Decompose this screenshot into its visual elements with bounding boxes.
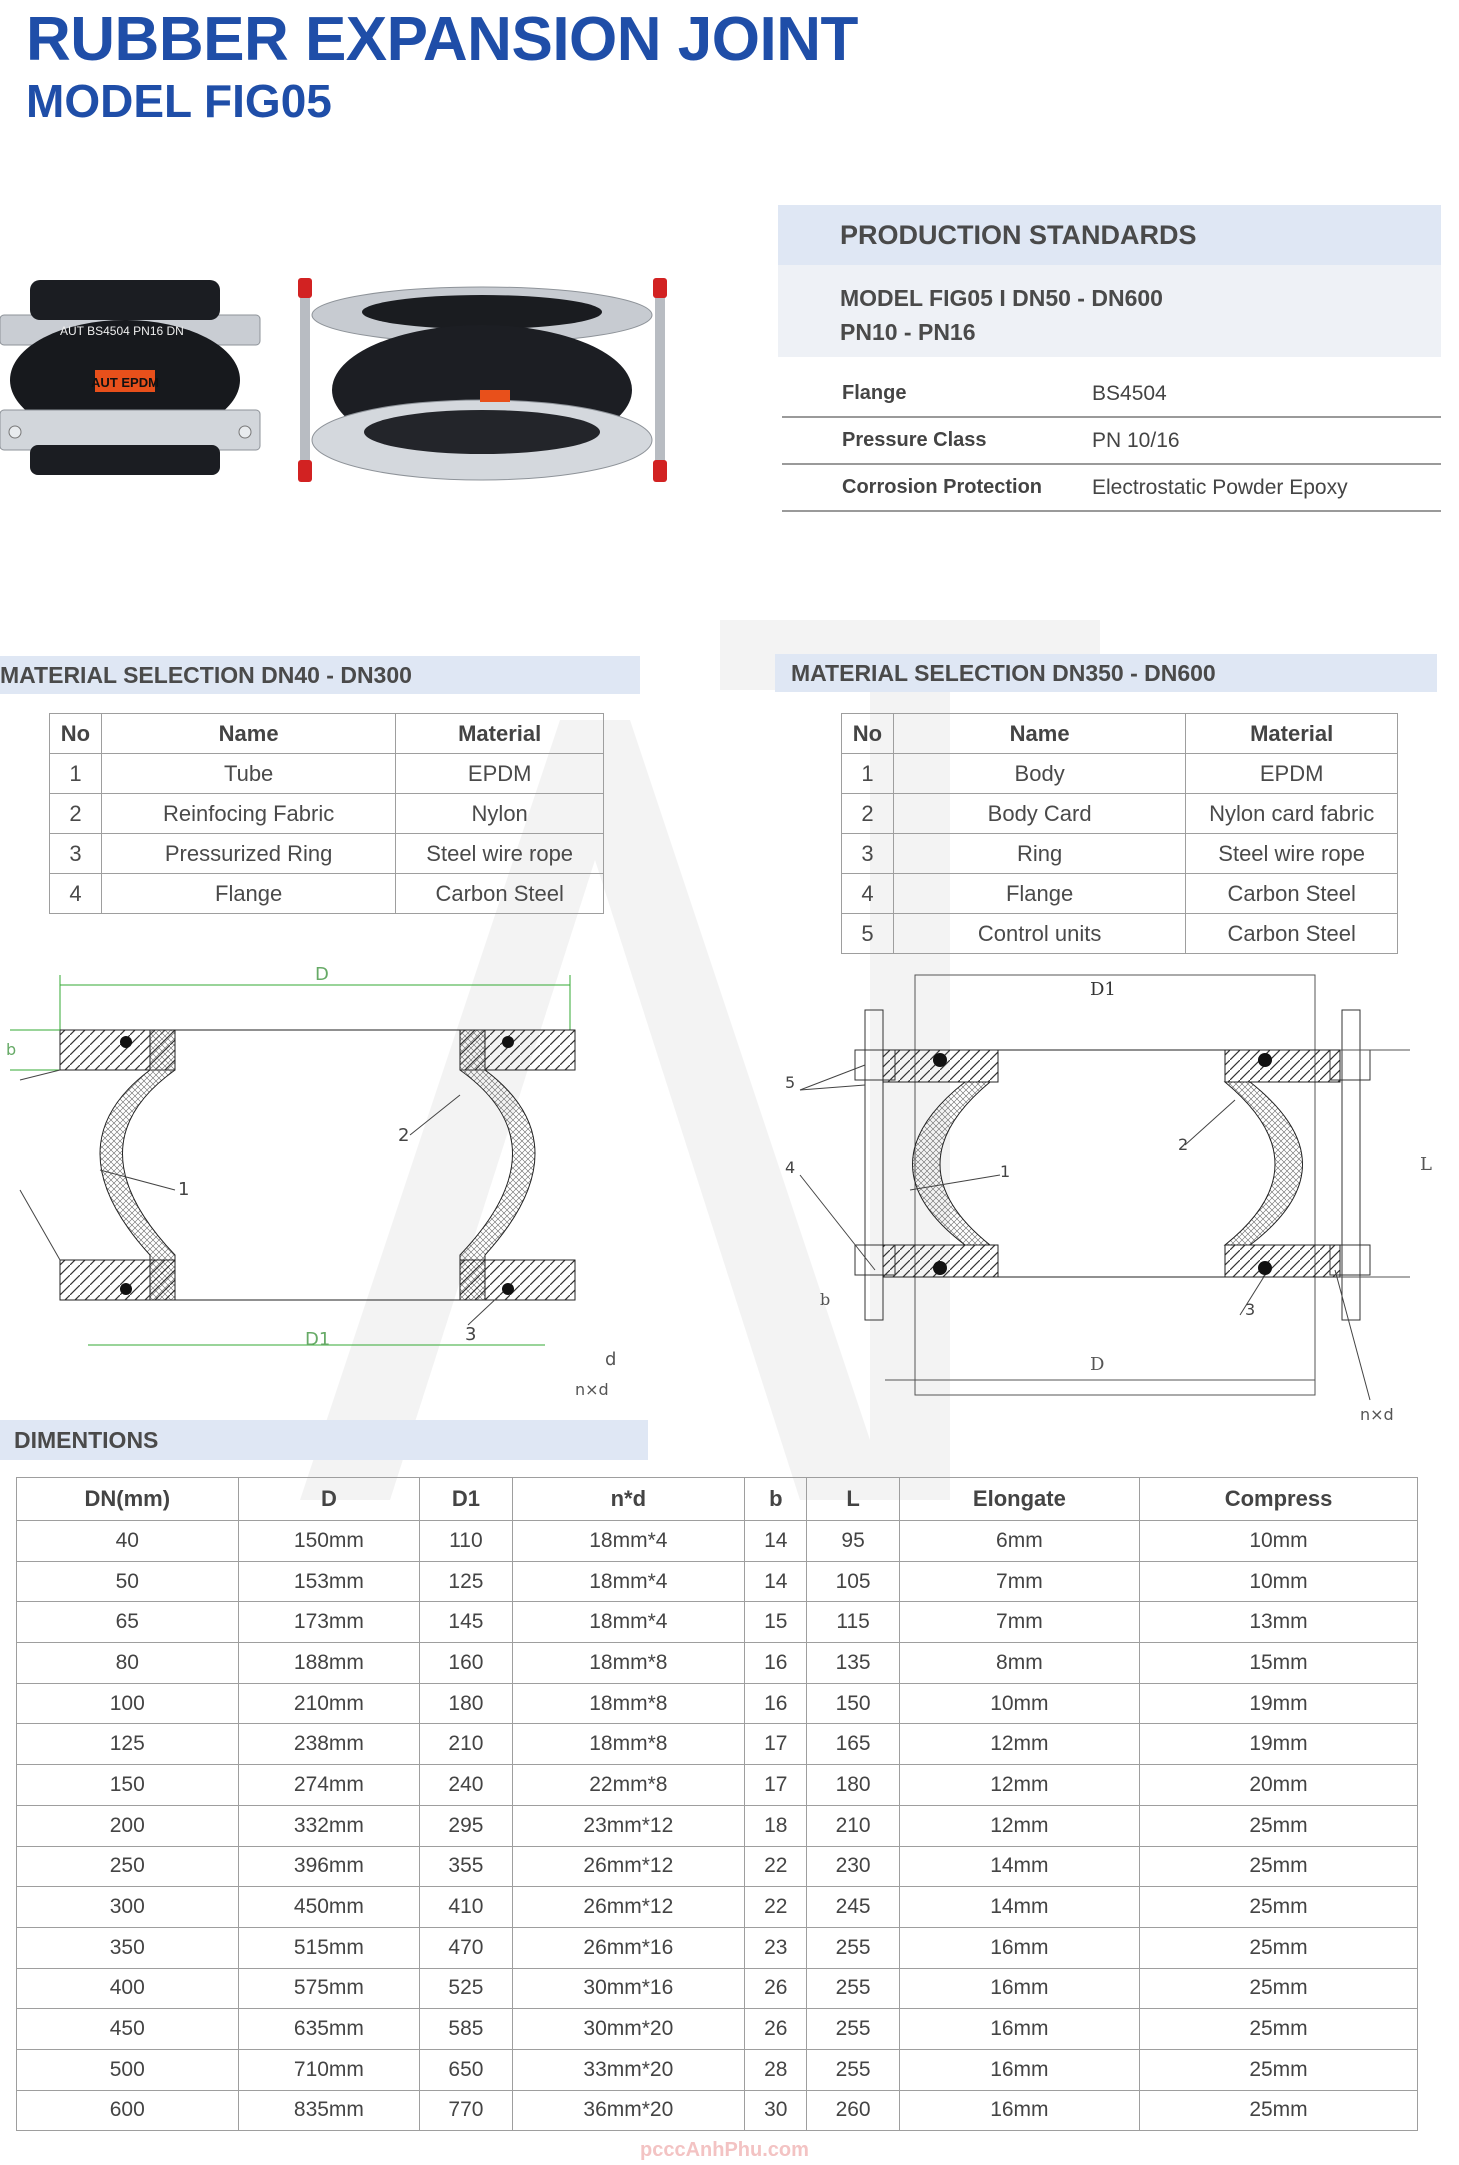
cell: 650 [420,2049,512,2090]
part-label-5: 5 [785,1073,796,1092]
cell: 18mm*4 [512,1521,745,1562]
material-small-table [49,713,604,914]
photo-epdm-tag: AUT EPDM [91,375,159,390]
cell: 450mm [238,1887,420,1928]
part-label-3: 3 [465,1324,477,1345]
cell: 6mm [899,1521,1139,1562]
col-header: L [807,1478,899,1521]
cell: 710mm [238,2049,420,2090]
material-large-heading: MATERIAL SELECTION DN350 - DN600 [775,654,1437,692]
cell: 400 [17,1968,239,2009]
table-row [17,1724,1418,1765]
cell: 25mm [1140,2049,1418,2090]
cell: 20mm [1140,1765,1418,1806]
standard-value: PN 10/16 [1092,429,1180,452]
cell: Body Card [893,794,1185,834]
cell: 17 [745,1724,807,1765]
table-row [17,1846,1418,1887]
cell: 2 [50,794,102,834]
cell: 295 [420,1805,512,1846]
col-header: No [842,714,894,754]
cell: 105 [807,1561,899,1602]
table-row [842,874,1398,914]
cell: 26mm*16 [512,1927,745,1968]
part-label-4: 4 [785,1158,796,1177]
col-header: n*d [512,1478,745,1521]
cell: 255 [807,2009,899,2050]
cell: 350 [17,1927,239,1968]
cell: 16mm [899,1927,1139,1968]
cell: 575mm [238,1968,420,2009]
cell: 23mm*12 [512,1805,745,1846]
cell: 25mm [1140,1805,1418,1846]
cell: 153mm [238,1561,420,1602]
cell: 770 [420,2090,512,2131]
cell: 1 [842,754,894,794]
cell: 115 [807,1602,899,1643]
cell: 19mm [1140,1724,1418,1765]
cell: 12mm [899,1724,1139,1765]
cell: 260 [807,2090,899,2131]
cell: 10mm [1140,1521,1418,1562]
col-header: Elongate [899,1478,1139,1521]
product-photo [0,260,700,510]
table-row [17,1927,1418,1968]
table-row [842,794,1398,834]
table-row [17,1968,1418,2009]
cell: 8mm [899,1643,1139,1684]
cell: 14 [745,1561,807,1602]
cell: 180 [420,1683,512,1724]
technical-drawing-right [780,970,1450,1430]
table-row [17,2090,1418,2131]
cell: 396mm [238,1846,420,1887]
table-row [17,1805,1418,1846]
cell: 150mm [238,1521,420,1562]
table-row [17,1521,1418,1562]
col-header: D1 [420,1478,512,1521]
cell: 4 [50,874,102,914]
cell: 255 [807,2049,899,2090]
cell: 25mm [1140,1846,1418,1887]
technical-drawing-left [0,955,640,1405]
cell: Tube [101,754,395,794]
part-label-2: 2 [1178,1135,1189,1154]
cell: 410 [420,1887,512,1928]
label-D: D [315,964,329,985]
cell: Carbon Steel [1186,874,1398,914]
cell: 25mm [1140,1968,1418,2009]
cell: 125 [17,1724,239,1765]
col-header: Name [101,714,395,754]
cell: 95 [807,1521,899,1562]
cell: 25mm [1140,2009,1418,2050]
cell: EPDM [396,754,604,794]
label-b: b [6,1040,17,1059]
table-row [50,834,604,874]
footer-site: pcccAnhPhu.com [640,2139,809,2161]
table-row [50,874,604,914]
cell: Body [893,754,1185,794]
cell: 180 [807,1765,899,1806]
cell: 600 [17,2090,239,2131]
photo-flange-text: AUT BS4504 PN16 DN [60,324,184,338]
cell: 14 [745,1521,807,1562]
table-row [842,914,1398,954]
joint-photo-left [0,280,260,475]
cell: Steel wire rope [1186,834,1398,874]
cell: Reinfocing Fabric [101,794,395,834]
cell: 150 [807,1683,899,1724]
joint-photo-right [298,278,667,482]
cell: 18mm*8 [512,1724,745,1765]
dimensions-table [16,1477,1418,2131]
cell: 19mm [1140,1683,1418,1724]
model-line: MODEL FIG05 I DN50 - DN600 [840,285,1163,311]
cell: 255 [807,1968,899,2009]
cell: 26mm*12 [512,1846,745,1887]
cell: 16mm [899,1968,1139,2009]
cell: 7mm [899,1602,1139,1643]
cell: 65 [17,1602,239,1643]
cell: 835mm [238,2090,420,2131]
standard-value: BS4504 [1092,382,1167,405]
cell: 500 [17,2049,239,2090]
standard-row [782,417,1441,465]
cell: 200 [17,1805,239,1846]
label-b: b [820,1290,831,1309]
cell: 12mm [899,1765,1139,1806]
cell: Pressurized Ring [101,834,395,874]
material-small-heading: MATERIAL SELECTION DN40 - DN300 [0,656,640,694]
material-large-table [841,713,1398,954]
col-header: Material [396,714,604,754]
part-label-1: 1 [1000,1162,1011,1181]
cell: 230 [807,1846,899,1887]
cell: 12mm [899,1805,1139,1846]
col-header: DN(mm) [17,1478,239,1521]
cell: 110 [420,1521,512,1562]
cell: Control units [893,914,1185,954]
pressure-line: PN10 - PN16 [840,319,976,345]
cell: Steel wire rope [396,834,604,874]
cell: 28 [745,2049,807,2090]
table-row [17,1683,1418,1724]
col-header: No [50,714,102,754]
cell: 2 [842,794,894,834]
cell: 450 [17,2009,239,2050]
part-label-2: 2 [398,1125,410,1146]
cell: 255 [807,1927,899,1968]
cell: 635mm [238,2009,420,2050]
cell: 40 [17,1521,239,1562]
standard-key: Pressure Class [842,429,987,451]
cell: 1 [50,754,102,794]
cell: 525 [420,1968,512,2009]
cell: 585 [420,2009,512,2050]
standard-row [782,464,1441,512]
cell: 50 [17,1561,239,1602]
cell: 80 [17,1643,239,1684]
cell: 10mm [1140,1561,1418,1602]
table-row [842,754,1398,794]
table-row [17,2009,1418,2050]
cell: 16mm [899,2090,1139,2131]
cell: Flange [101,874,395,914]
cell: 22 [745,1846,807,1887]
col-header: Name [893,714,1185,754]
label-nd: n×d [1360,1405,1394,1424]
cell: 30mm*20 [512,2009,745,2050]
cell: 470 [420,1927,512,1968]
cell: 14mm [899,1887,1139,1928]
cell: 13mm [1140,1602,1418,1643]
cell: 125 [420,1561,512,1602]
standard-key: Corrosion Protection [842,476,1043,498]
cell: 26mm*12 [512,1887,745,1928]
cell: 5 [842,914,894,954]
cell: 355 [420,1846,512,1887]
cell: 18mm*4 [512,1602,745,1643]
cell: 3 [50,834,102,874]
standard-value: Electrostatic Powder Epoxy [1092,476,1348,499]
cell: 4 [842,874,894,914]
cell: 7mm [899,1561,1139,1602]
label-d: d [605,1349,617,1370]
label-nd: n×d [575,1380,609,1399]
label-L: L [1420,1154,1432,1175]
cell: 160 [420,1643,512,1684]
table-row [17,1602,1418,1643]
cell: 18mm*8 [512,1683,745,1724]
cell: 210 [420,1724,512,1765]
col-header: D [238,1478,420,1521]
cell: Carbon Steel [1186,914,1398,954]
table-row [17,1561,1418,1602]
cell: 3 [842,834,894,874]
cell: Flange [893,874,1185,914]
cell: 300 [17,1887,239,1928]
label-D1: D1 [1090,979,1116,1000]
page-subtitle: MODEL FIG05 [26,75,332,127]
production-standards-model [778,265,1441,357]
cell: 332mm [238,1805,420,1846]
cell: 100 [17,1683,239,1724]
cell: 25mm [1140,2090,1418,2131]
table-row [17,1643,1418,1684]
cell: 26 [745,1968,807,2009]
col-header: b [745,1478,807,1521]
cell: 188mm [238,1643,420,1684]
cell: 16mm [899,2049,1139,2090]
label-D1: D1 [305,1329,331,1350]
cell: 30mm*16 [512,1968,745,2009]
cell: 145 [420,1602,512,1643]
page-title: RUBBER EXPANSION JOINT [26,5,858,74]
table-row [17,1887,1418,1928]
cell: 238mm [238,1724,420,1765]
cell: 245 [807,1887,899,1928]
cell: 135 [807,1643,899,1684]
table-header-row [842,714,1398,754]
cell: Carbon Steel [396,874,604,914]
cell: 173mm [238,1602,420,1643]
production-standards-heading: PRODUCTION STANDARDS [778,205,1441,265]
cell: 210 [807,1805,899,1846]
cell: 16 [745,1683,807,1724]
cell: 33mm*20 [512,2049,745,2090]
table-row [842,834,1398,874]
cell: 36mm*20 [512,2090,745,2131]
cell: 165 [807,1724,899,1765]
cell: EPDM [1186,754,1398,794]
part-label-1: 1 [178,1179,190,1200]
cell: 17 [745,1765,807,1806]
table-row [50,754,604,794]
label-D: D [1090,1354,1105,1375]
cell: Ring [893,834,1185,874]
cell: 15mm [1140,1643,1418,1684]
cell: 210mm [238,1683,420,1724]
table-header-row [17,1478,1418,1521]
cell: 22 [745,1887,807,1928]
cell: Nylon [396,794,604,834]
cell: 10mm [899,1683,1139,1724]
col-header: Material [1186,714,1398,754]
cell: 22mm*8 [512,1765,745,1806]
cell: 240 [420,1765,512,1806]
table-header-row [50,714,604,754]
cell: 26 [745,2009,807,2050]
cell: 18mm*8 [512,1643,745,1684]
cell: 25mm [1140,1927,1418,1968]
standard-key: Flange [842,382,907,404]
dimensions-heading: DIMENTIONS [0,1420,648,1460]
cell: 515mm [238,1927,420,1968]
table-row [17,2049,1418,2090]
standard-row [782,370,1441,418]
cell: 16mm [899,2009,1139,2050]
cell: 23 [745,1927,807,1968]
part-label-3: 3 [1245,1300,1256,1319]
cell: 30 [745,2090,807,2131]
cell: 274mm [238,1765,420,1806]
cell: 250 [17,1846,239,1887]
cell: 16 [745,1643,807,1684]
cell: 18 [745,1805,807,1846]
cell: 15 [745,1602,807,1643]
cell: Nylon card fabric [1186,794,1398,834]
cell: 150 [17,1765,239,1806]
col-header: Compress [1140,1478,1418,1521]
cell: 25mm [1140,1887,1418,1928]
table-row [50,794,604,834]
table-row [17,1765,1418,1806]
cell: 18mm*4 [512,1561,745,1602]
cell: 14mm [899,1846,1139,1887]
